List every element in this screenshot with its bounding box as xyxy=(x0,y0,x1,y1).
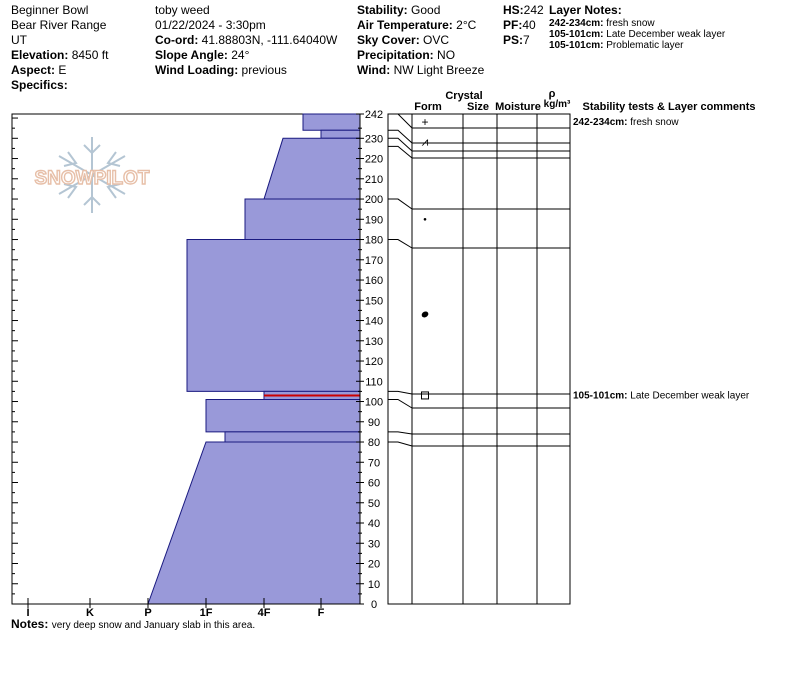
pf-label: PF: xyxy=(503,18,523,32)
location-name: Beginner Bowl xyxy=(11,3,89,17)
pf-value: 40 xyxy=(522,18,536,32)
height-tick-label: 242 xyxy=(364,109,384,121)
snowpilot-logo xyxy=(34,137,149,213)
height-tick-label: 120 xyxy=(364,356,384,369)
height-tick-label: 220 xyxy=(364,153,384,166)
aspect-value: E xyxy=(58,63,67,77)
hardness-tick-label: 4F xyxy=(257,607,271,619)
height-tick-label: 200 xyxy=(364,194,384,207)
precip-label: Precipitation: xyxy=(357,48,434,62)
height-tick-label: 170 xyxy=(364,254,384,267)
height-tick-label: 210 xyxy=(364,173,384,186)
height-tick-label: 80 xyxy=(367,437,381,450)
logo-text: SNOWPILOT xyxy=(34,168,150,189)
layer-connector xyxy=(388,114,412,128)
layer-comment xyxy=(573,390,750,401)
grain-form-precip: + xyxy=(421,115,429,130)
height-tick-label: 190 xyxy=(364,214,384,227)
precip-value: NO xyxy=(437,48,456,62)
grain-form-rounded xyxy=(424,218,427,221)
height-tick-label: 50 xyxy=(367,497,381,510)
hardness-layer xyxy=(206,399,360,431)
aspect-label: Aspect: xyxy=(11,63,56,77)
layer-notes-title: Layer Notes: xyxy=(549,3,622,17)
slope-value: 24° xyxy=(231,48,250,62)
height-tick-label: 230 xyxy=(364,133,384,146)
height-tick-label: 60 xyxy=(367,477,381,490)
layer-connector xyxy=(388,432,412,434)
hardness-layer xyxy=(148,442,360,604)
height-tick-label: 70 xyxy=(367,457,381,470)
hs-value: 242 xyxy=(523,3,544,17)
layer-connector xyxy=(388,130,412,143)
layer-comment-range: 242-234cm: xyxy=(573,117,631,129)
height-tick-label: 10 xyxy=(367,578,381,591)
layer-comment-range: 105-101cm: xyxy=(573,390,631,402)
stability-value: Good xyxy=(411,3,441,17)
specifics-label: Specifics: xyxy=(11,78,68,92)
hardness-tick-label: K xyxy=(86,607,94,619)
height-tick-label: 110 xyxy=(365,376,383,389)
hardness-layer xyxy=(245,199,360,239)
layer-connector xyxy=(388,391,412,394)
height-tick-label: 150 xyxy=(364,295,384,308)
hardness-layer xyxy=(187,240,360,392)
height-tick-label: 130 xyxy=(364,335,384,348)
height-tick-label: 0 xyxy=(370,599,378,611)
wind-loading-label: Wind Loading: xyxy=(155,63,239,77)
header-density: kg/m³ xyxy=(543,99,571,110)
sky-value: OVC xyxy=(423,33,450,47)
grain-form-decomposing: ⩘ xyxy=(421,134,429,149)
wind-loading-value: previous xyxy=(241,63,287,77)
layer-connector xyxy=(388,240,412,248)
hardness-tick-label: F xyxy=(317,607,325,619)
notes-text: very deep snow and January slab in this area. xyxy=(51,620,256,631)
ps-value: 7 xyxy=(523,33,530,47)
hardness-layer xyxy=(264,138,360,199)
layer-connector xyxy=(388,442,412,446)
state: UT xyxy=(11,33,27,47)
air-temp-value: 2°C xyxy=(456,18,477,32)
layer-grid-frame xyxy=(388,114,570,604)
ps-label: PS: xyxy=(503,33,524,47)
wind-label: Wind: xyxy=(357,63,391,77)
header-form: Form xyxy=(414,101,442,113)
header-rho: ρ xyxy=(548,88,556,100)
notes-label: Notes: xyxy=(11,617,49,631)
header-crystal: Crystal xyxy=(445,90,483,102)
height-tick-label: 160 xyxy=(364,275,384,288)
hardness-layer xyxy=(321,130,360,138)
mountain-range: Bear River Range xyxy=(11,18,107,32)
grain-form-melt xyxy=(421,310,430,318)
observer-name: toby weed xyxy=(155,3,210,17)
hardness-tick-label: I xyxy=(26,607,30,619)
height-tick-label: 140 xyxy=(364,315,384,328)
height-tick-label: 180 xyxy=(364,234,384,247)
air-temp-label: Air Temperature: xyxy=(357,18,453,32)
observation-datetime: 01/22/2024 - 3:30pm xyxy=(155,18,266,32)
header-moisture: Moisture xyxy=(495,101,541,113)
layer-note-text: Problematic layer xyxy=(606,40,684,51)
height-tick-label: 100 xyxy=(364,396,384,409)
layer-note-text: Late December weak layer xyxy=(606,29,726,40)
hardness-tick-label: 1F xyxy=(199,607,213,619)
hardness-tick-label: P xyxy=(144,607,152,619)
slope-label: Slope Angle: xyxy=(155,48,228,62)
header-comments: Stability tests & Layer comments xyxy=(582,101,756,113)
layer-comment-text: fresh snow xyxy=(630,117,679,129)
coord-label: Co-ord: xyxy=(155,33,199,47)
hardness-layer xyxy=(225,432,360,442)
hs-label: HS: xyxy=(503,3,524,17)
layer-connector xyxy=(388,199,412,209)
layer-note-range: 242-234cm: xyxy=(549,18,604,29)
sky-label: Sky Cover: xyxy=(357,33,420,47)
layer-comment-text: Late December weak layer xyxy=(630,390,750,402)
elevation-value: 8450 ft xyxy=(71,48,109,62)
layer-connector xyxy=(388,399,412,408)
layer-note-range: 105-101cm: xyxy=(549,29,604,40)
hardness-layer xyxy=(303,114,360,130)
elevation-label: Elevation: xyxy=(11,48,69,62)
stability-label: Stability: xyxy=(357,3,408,17)
height-tick-label: 90 xyxy=(367,416,381,429)
height-tick-label: 30 xyxy=(367,538,381,551)
height-tick-label: 40 xyxy=(367,518,381,531)
layer-note-text: fresh snow xyxy=(606,18,655,29)
coord-value: 41.88803N, -111.64040W xyxy=(201,33,338,47)
layer-comment xyxy=(573,117,679,128)
notes xyxy=(11,617,255,631)
header-size: Size xyxy=(466,101,490,113)
grain-form-facet xyxy=(422,392,429,399)
wind-value: NW Light Breeze xyxy=(393,63,485,77)
height-tick-label: 20 xyxy=(367,558,381,571)
layer-note-range: 105-101cm: xyxy=(549,40,604,51)
